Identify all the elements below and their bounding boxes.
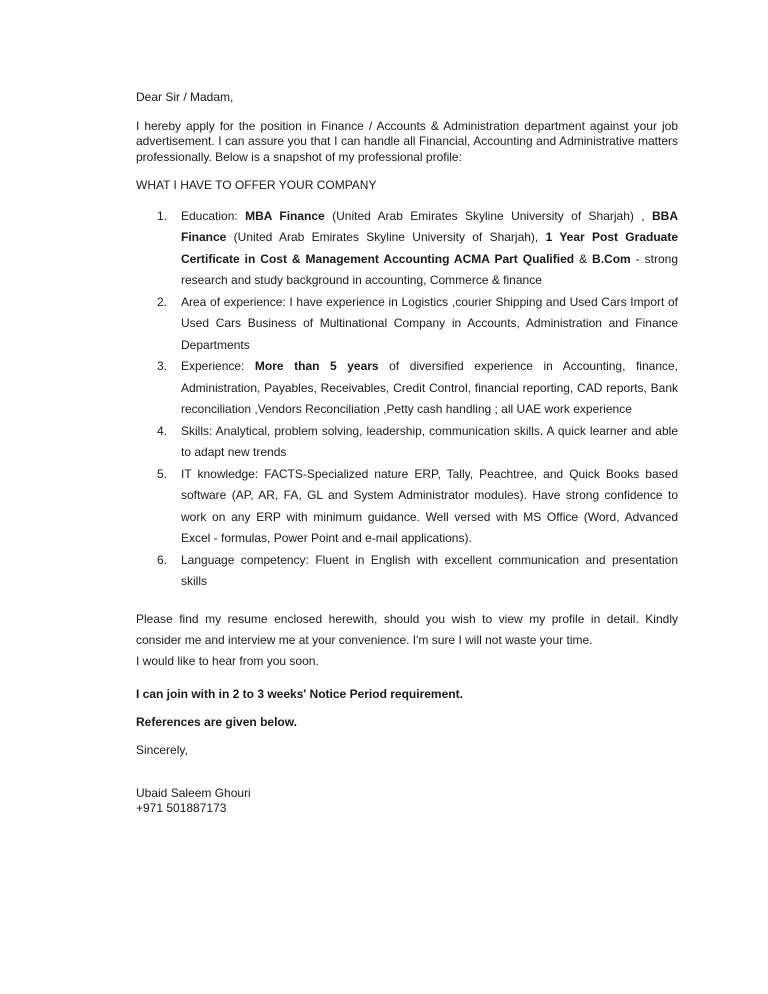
signer-phone: +971 501887173 [136, 801, 227, 815]
list-item-number: 6. [157, 552, 168, 567]
list-item-number: 5. [157, 466, 168, 481]
signer-name: Ubaid Saleem Ghouri [136, 785, 251, 800]
closing-paragraph: Please find my resume enclosed herewith, should you wish to view my profile in detail. Kindly consider me and interview me at your convenience. I'm sure I will not waste your time. [136, 611, 678, 647]
letter-body [136, 90, 678, 817]
list-item-bold-text: More than 5 years [254, 359, 379, 373]
list-item-text: IT knowledge: FACTS-Specialized nature ERP, Tally, Peachtree, and Quick Books based software (AP, AR, FA, GL and System Administrator modules). Have strong confidence to work on any ERP with minimum guidance. Well versed with MS Office (Word, Advanced Excel - formulas, Power Point and e-mail applications). [181, 466, 678, 545]
list-item-text: Experience: [181, 359, 255, 373]
list-item-bold-text: MBA Finance [245, 208, 325, 223]
list-item-text: of diversified experience in Accounting, finance, Administration, Payables, Receivables, Credit Control, financial reporting, CAD reports, Bank reconciliation ,Vendors Reconciliation ,Petty cash handling ; all UAE work experience [181, 359, 679, 416]
list-item-text: & [574, 251, 593, 266]
list-item-text: Education: [181, 208, 246, 223]
salutation: Dear Sir / Madam, [136, 90, 234, 104]
list-item-bold-text: BBA Finance [181, 208, 679, 244]
list-item [136, 292, 678, 357]
list-item [136, 550, 678, 593]
list-item [136, 464, 678, 550]
list-item-text: Language competency: Fluent in English with excellent communication and presentation skills [181, 552, 678, 588]
intro-paragraph: I hereby apply for the position in Finance / Accounts & Administration department against your job advertisement. I can assure you that I can handle all Financial, Accounting and Administrative matters professionally. Below is a snapshot of my professional profile: [136, 118, 678, 164]
references-note: References are given below. [136, 714, 297, 729]
list-item-number: 4. [157, 423, 168, 438]
offer-heading: WHAT I HAVE TO OFFER YOUR COMPANY [136, 178, 377, 192]
list-item-number: 3. [157, 359, 168, 373]
list-item-number: 2. [157, 294, 168, 309]
closing-line: I would like to hear from you soon. [136, 653, 319, 668]
sign-off: Sincerely, [136, 742, 188, 757]
list-item [136, 206, 678, 292]
profile-list [136, 206, 678, 593]
list-item-bold-text: B.Com [592, 251, 631, 266]
signature-block [136, 786, 678, 817]
list-item-text: (United Arab Emirates Skyline University of Sharjah), [226, 230, 546, 244]
list-item-text: (United Arab Emirates Skyline University of Sharjah) , [324, 208, 653, 223]
list-item [136, 356, 678, 421]
list-item-number: 1. [157, 208, 168, 223]
list-item-text: - strong research and study background in accounting, Commerce & finance [181, 251, 678, 287]
list-item-bold-text: 1 Year Post Graduate Certificate in Cost & Management Accounting ACMA Part Qualified [181, 230, 678, 266]
list-item-text: Area of experience: I have experience in Logistics ,courier Shipping and Used Cars Import of Used Cars Business of Multinational Company in Accounts, Administration and Finance Departments [181, 294, 678, 352]
list-item [136, 421, 678, 464]
notice-period: I can join with in 2 to 3 weeks' Notice Period requirement. [136, 686, 463, 701]
list-item-text: Skills: Analytical, problem solving, leadership, communication skills. A quick learner and able to adapt new trends [181, 423, 678, 459]
